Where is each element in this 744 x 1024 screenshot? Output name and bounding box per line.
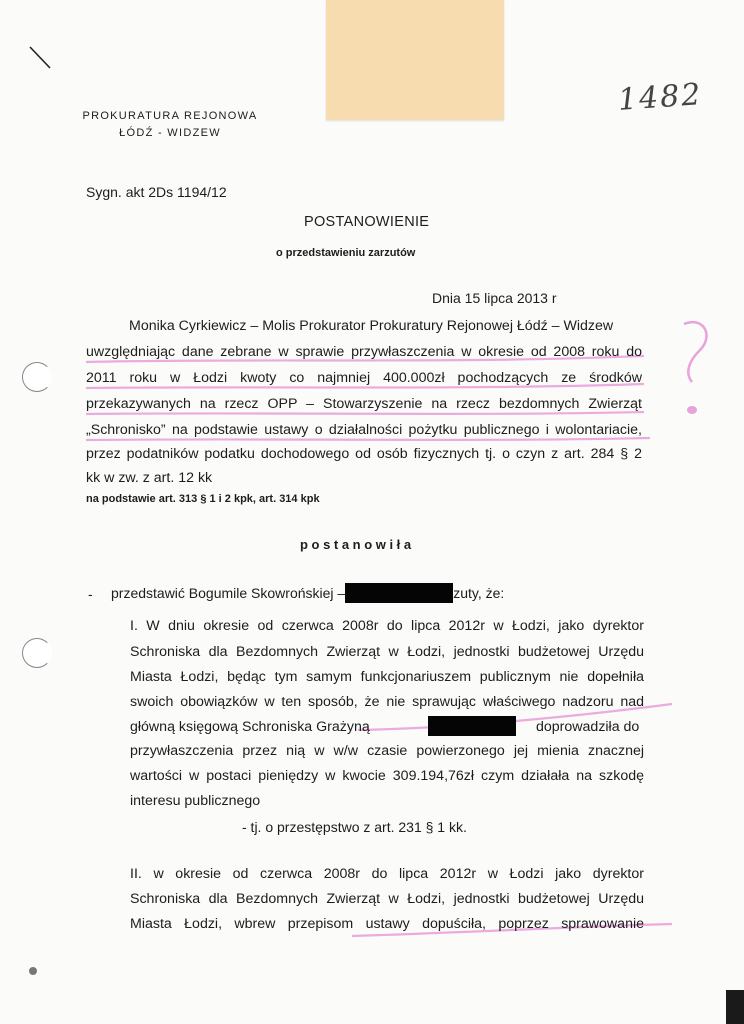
charge1-line: Miasta Łodzi, będąc tym samym funkcjonariuszem publicznym nie dopełniła bbox=[130, 669, 644, 685]
charge-dash: - bbox=[88, 586, 93, 602]
charge1-line-after-redaction: doprowadziła do bbox=[536, 719, 640, 735]
charge-intro-before: przedstawić Bogumile Skowrońskiej – bbox=[111, 585, 346, 601]
intro-line: 2011 roku w Łodzi kwoty co najmniej 400.000zł pochodzących ze środków bbox=[86, 370, 642, 386]
intro-line: kk w zw. z art. 12 kk bbox=[86, 470, 213, 486]
document-subtitle: o przedstawieniu zarzutów bbox=[276, 247, 416, 259]
corner-pen-stroke bbox=[30, 47, 50, 68]
punch-hole bbox=[22, 638, 52, 668]
office-name: PROKURATURA REJONOWA bbox=[82, 110, 258, 122]
charge1-line: I. W dniu okresie od czerwca 2008r do lipca 2012r w Łodzi, jako dyrektor bbox=[130, 618, 644, 634]
margin-question-mark bbox=[684, 322, 707, 382]
intro-line: przekazywanych na rzecz OPP – Stowarzyszenie na rzecz bezdomnych Zwierząt bbox=[86, 396, 642, 412]
charge2-line: II. w okresie od czerwca 2008r do lipca 2012r w Łodzi jako dyrektor bbox=[130, 866, 644, 882]
case-reference: Sygn. akt 2Ds 1194/12 bbox=[86, 184, 227, 200]
charge1-line: Schroniska dla Bezdomnych Zwierząt w Łodzi, jednostki budżetowej Urzędu bbox=[130, 644, 644, 660]
office-city: ŁÓDŹ - WIDZEW bbox=[119, 127, 221, 139]
charge-intro bbox=[111, 583, 504, 603]
highlight-underline bbox=[86, 438, 650, 440]
document-date: Dnia 15 lipca 2013 r bbox=[432, 290, 557, 306]
intro-line: „Schronisko” na podstawie ustawy o działalności pożytku publicznego i wolontariacie, bbox=[86, 422, 642, 438]
document-title: POSTANOWIENIE bbox=[304, 214, 430, 230]
redaction-bar bbox=[345, 583, 453, 603]
charge1-line: przywłaszczenia przez nią w w/w czasie powierzonego jej mienia znacznej bbox=[130, 743, 644, 759]
handwritten-number: 1482 bbox=[616, 77, 704, 118]
charge1-qualification: - tj. o przestępstwo z art. 231 § 1 kk. bbox=[242, 819, 467, 835]
page-stain bbox=[29, 967, 37, 975]
margin-question-dot bbox=[687, 406, 697, 414]
charge1-line: interesu publicznego bbox=[130, 793, 261, 809]
scan-edge bbox=[726, 990, 744, 1024]
charge2-line: Miasta Łodzi, wbrew przepisom ustawy dopuściła, poprzez sprawowanie bbox=[130, 916, 644, 932]
charge1-line: wartości w postaci pieniędzy w kwocie 309.194,76zł czym działała na szkodę bbox=[130, 768, 644, 784]
intro-line: przez podatników podatku dochodowego od osób fizycznych tj. o czyn z art. 284 § 2 bbox=[86, 446, 642, 462]
charge-intro-after: zuty, że: bbox=[453, 585, 505, 601]
charge1-line: swoich obowiązków w ten sposób, że nie sprawując właściwego nadzoru nad bbox=[130, 694, 644, 710]
intro-line: Monika Cyrkiewicz – Molis Prokurator Prokuratury Rejonowej Łódź – Widzew bbox=[129, 318, 614, 334]
legal-basis: na podstawie art. 313 § 1 i 2 kpk, art. 314 kpk bbox=[86, 493, 320, 505]
charge2-line: Schroniska dla Bezdomnych Zwierząt w Łodzi, jednostki budżetowej Urzędu bbox=[130, 891, 644, 907]
redaction-bar bbox=[428, 716, 516, 736]
punch-hole bbox=[22, 362, 52, 392]
charge1-line-redacted: główną księgową Schroniska Grażyną bbox=[130, 719, 370, 735]
decision-heading: postanowiła bbox=[300, 537, 415, 552]
highlight-underline bbox=[86, 412, 644, 414]
intro-line: uwzględniając dane zebrane w sprawie przywłaszczenia w okresie od 2008 roku do bbox=[86, 344, 642, 360]
